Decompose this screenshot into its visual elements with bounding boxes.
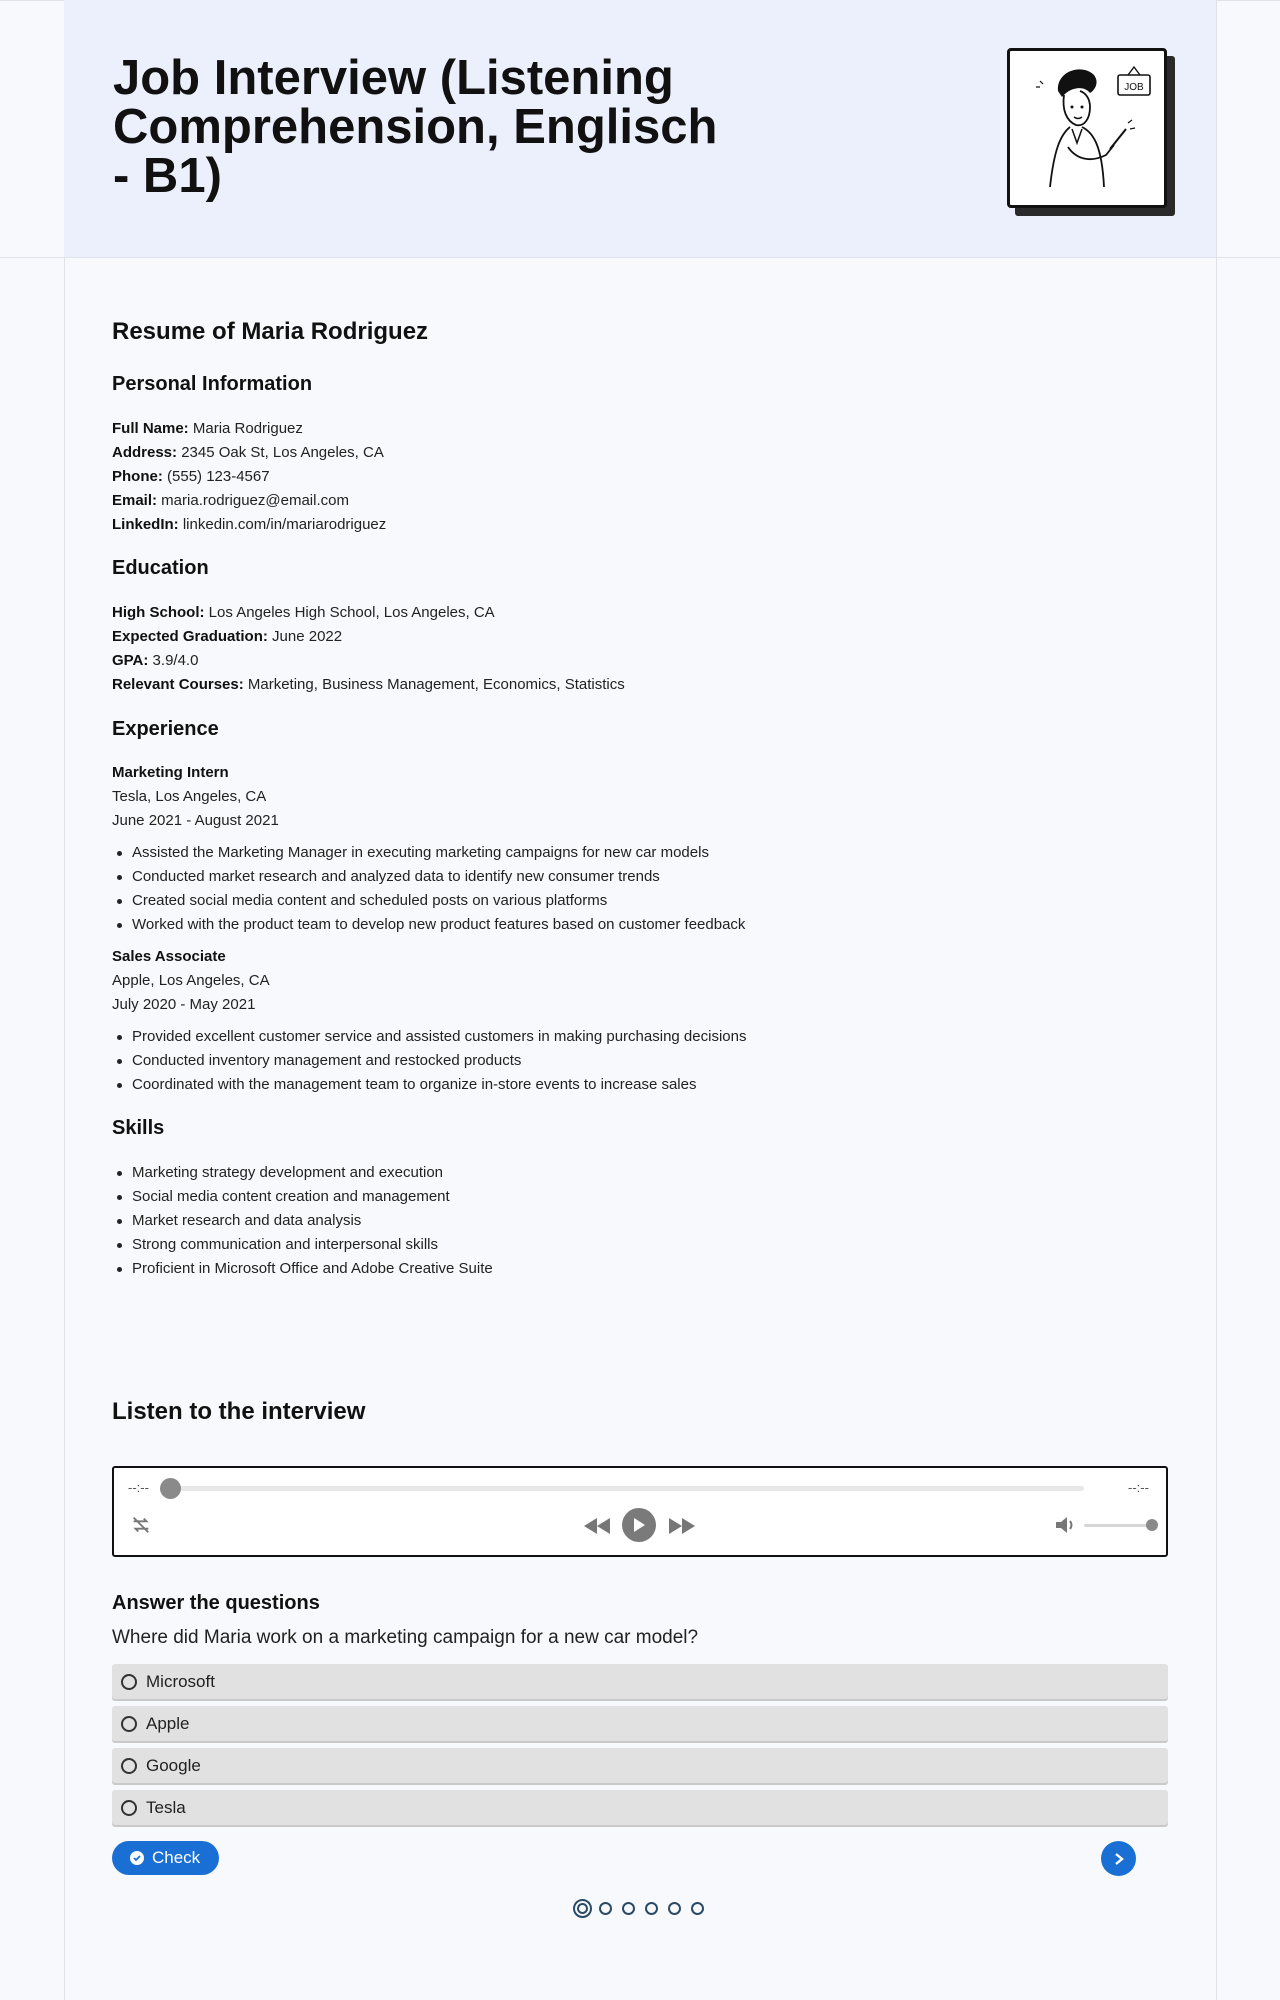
skill-item: Marketing strategy development and execution <box>112 1164 443 1181</box>
job-role: Sales Associate <box>112 948 226 965</box>
job-bullet: Conducted market research and analyzed data to identify new consumer trends <box>112 868 660 885</box>
check-button-label: Check <box>152 1848 201 1867</box>
job-bullet: Assisted the Marketing Manager in executing marketing campaigns for new car models <box>112 844 709 861</box>
answer-option-tesla[interactable] <box>112 1790 1168 1825</box>
job-dates: June 2021 - August 2021 <box>112 812 279 829</box>
job-bullet: Created social media content and scheduled posts on various platforms <box>112 892 607 909</box>
resume-title: Resume of Maria Rodriguez <box>112 318 429 345</box>
personal-field-email: Email: maria.rodriguez@email.com <box>112 492 349 509</box>
check-circle-icon <box>130 1851 144 1865</box>
education-field-courses: Relevant Courses: Marketing, Business Management, Economics, Statistics <box>112 676 625 693</box>
repeat-icon[interactable] <box>128 1512 154 1538</box>
job-sign-text: JOB <box>1124 82 1144 93</box>
option-label: Apple <box>146 1714 190 1733</box>
next-button[interactable] <box>1101 1841 1136 1876</box>
pagination-dot[interactable] <box>599 1902 612 1915</box>
experience-heading: Experience <box>112 718 219 740</box>
page-title: Job Interview (Listening Comprehension, Englisch - B1) <box>113 51 718 203</box>
radio-icon[interactable] <box>121 1716 137 1732</box>
option-label: Tesla <box>146 1798 186 1817</box>
skill-item: Market research and data analysis <box>112 1212 361 1229</box>
quiz-heading: Answer the questions <box>112 1592 320 1614</box>
audio-player <box>112 1466 1168 1557</box>
personal-field-linkedin: LinkedIn: linkedin.com/in/mariarodriguez <box>112 516 387 533</box>
pagination-dot-active[interactable] <box>573 1899 592 1918</box>
fast-forward-icon[interactable] <box>667 1514 697 1538</box>
question-text: Where did Maria work on a marketing campaign for a new car model? <box>112 1627 699 1648</box>
volume-icon[interactable] <box>1052 1512 1078 1538</box>
radio-icon[interactable] <box>121 1800 137 1816</box>
job-role: Marketing Intern <box>112 764 229 781</box>
volume-track[interactable] <box>1084 1524 1154 1527</box>
education-heading: Education <box>112 557 209 579</box>
skill-item: Strong communication and interpersonal skills <box>112 1236 438 1253</box>
radio-icon[interactable] <box>121 1674 137 1690</box>
education-field-high-school: High School: Los Angeles High School, Los Angeles, CA <box>112 604 495 621</box>
time-total: --:-- <box>1128 1480 1149 1495</box>
time-current: --:-- <box>128 1480 149 1495</box>
progress-knob[interactable] <box>160 1478 181 1499</box>
chevron-right-icon <box>1113 1852 1125 1866</box>
job-interview-illustration <box>1007 48 1175 208</box>
check-button[interactable] <box>112 1841 219 1875</box>
answer-option-microsoft[interactable] <box>112 1664 1168 1699</box>
option-label: Google <box>146 1756 201 1775</box>
personal-field-full-name: Full Name: Maria Rodriguez <box>112 420 303 437</box>
rewind-icon[interactable] <box>582 1514 612 1538</box>
progress-track[interactable] <box>176 1486 1084 1491</box>
personal-field-phone: Phone: (555) 123-4567 <box>112 468 270 485</box>
job-company: Apple, Los Angeles, CA <box>112 972 270 989</box>
pagination-dot[interactable] <box>668 1902 681 1915</box>
play-button[interactable] <box>622 1508 656 1542</box>
radio-icon[interactable] <box>121 1758 137 1774</box>
skills-heading: Skills <box>112 1117 165 1139</box>
volume-knob[interactable] <box>1146 1519 1158 1531</box>
answer-option-google[interactable] <box>112 1748 1168 1783</box>
education-field-gpa: GPA: 3.9/4.0 <box>112 652 199 669</box>
education-field-graduation: Expected Graduation: June 2022 <box>112 628 343 645</box>
personal-info-heading: Personal Information <box>112 373 313 395</box>
skill-item: Social media content creation and management <box>112 1188 450 1205</box>
job-bullet: Conducted inventory management and restocked products <box>112 1052 521 1069</box>
personal-field-address: Address: 2345 Oak St, Los Angeles, CA <box>112 444 384 461</box>
job-bullet: Coordinated with the management team to organize in-store events to increase sales <box>112 1076 696 1093</box>
job-bullet: Provided excellent customer service and assisted customers in making purchasing decisions <box>112 1028 746 1045</box>
option-label: Microsoft <box>146 1672 215 1691</box>
answer-option-apple[interactable] <box>112 1706 1168 1741</box>
pagination-dot[interactable] <box>691 1902 704 1915</box>
job-bullet: Worked with the product team to develop new product features based on customer feedback <box>112 916 745 933</box>
skill-item: Proficient in Microsoft Office and Adobe Creative Suite <box>112 1260 493 1277</box>
listen-heading: Listen to the interview <box>112 1398 366 1425</box>
job-company: Tesla, Los Angeles, CA <box>112 788 267 805</box>
job-dates: July 2020 - May 2021 <box>112 996 256 1013</box>
pagination-dot[interactable] <box>645 1902 658 1915</box>
pagination-dot[interactable] <box>622 1902 635 1915</box>
